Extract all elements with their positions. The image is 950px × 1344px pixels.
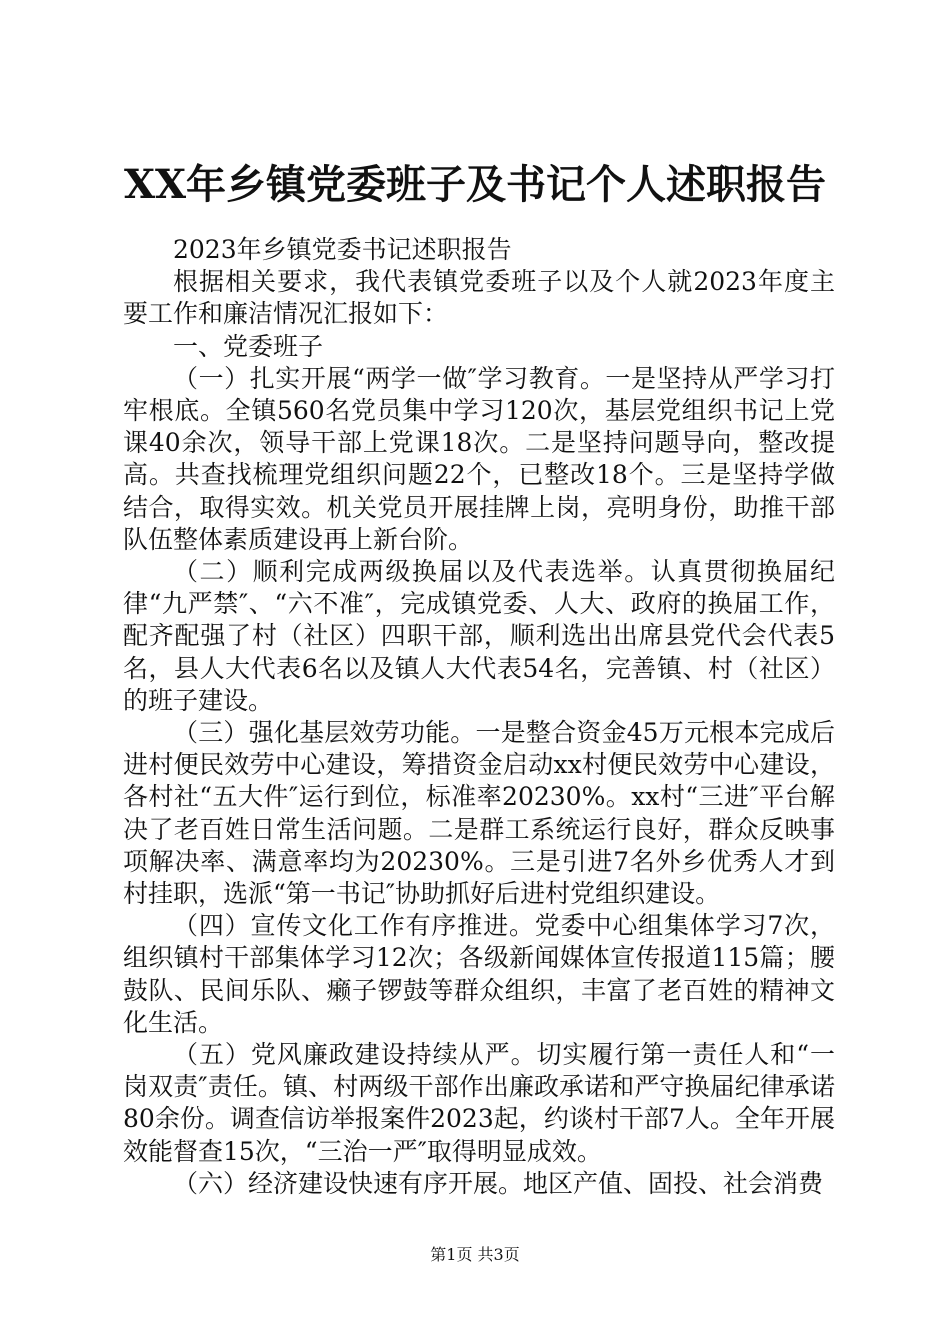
paragraph-item-6: （六）经济建设快速有序开展。地区产值、固投、社会消费 [173,1168,824,1198]
document-body [123,234,835,1200]
paragraph-intro: 根据相关要求，我代表镇党委班子以及个人就2023年度主要工作和廉洁情况汇报如下： [123,267,835,329]
page-number-footer: 第1页 共3页 [430,1245,520,1264]
paragraph-item-5: （五）党风廉政建设持续从严。切实履行第一责任人和“一岗双责″责任。镇、村两级干部作出廉政承诺和严守换届纪律承诺80余份。调查信访举报案件2023起，约谈村干部7人。全年开展效能督查15次，“三治一严″取得明显成效。 [123,1040,835,1166]
paragraph-item-3: （三）强化基层效劳功能。一是整合资金45万元根本完成后进村便民效劳中心建设，筹措资金启动xx村便民效劳中心建设，各村社“五大件″运行到位，标准率20230%。xx村“三进″平台解决了老百姓日常生活问题。二是群工系统运行良好，群众反映事项解决率、满意率均为20230%。三是引进7名外乡优秀人才到村挂职，选派“第一书记″协助抓好后进村党组织建设。 [123,718,835,909]
paragraph-item-2: （二）顺利完成两级换届以及代表选举。认真贯彻换届纪律“九严禁″、“六不准″，完成镇党委、人大、政府的换届工作，配齐配强了村（社区）四职干部，顺利选出出席县党代会代表5名，县人大代表6名以及镇人大代表54名，完善镇、村（社区）的班子建设。 [123,557,835,715]
paragraph-subtitle: 2023年乡镇党委书记述职报告 [173,235,512,264]
document-title: XX年乡镇党委班子及书记个人述职报告 [123,161,827,208]
section-heading: 一、党委班子 [173,331,324,361]
paragraph-item-1: （一）扎实开展“两学一做″学习教育。一是坚持从严学习打牢根底。全镇560名党员集中学习120次，基层党组织书记上党课40余次，领导干部上党课18次。二是坚持问题导向，整改提高。共查找梳理党组织问题22个，已整改18个。三是坚持学做结合，取得实效。机关党员开展挂牌上岗，亮明身份，助推干部队伍整体素质建设再上新台阶。 [123,363,835,554]
paragraph-item-4: （四）宣传文化工作有序推进。党委中心组集体学习7次，组织镇村干部集体学习12次；各级新闻媒体宣传报道115篇；腰鼓队、民间乐队、癞子锣鼓等群众组织，丰富了老百姓的精神文化生活。 [123,911,835,1037]
